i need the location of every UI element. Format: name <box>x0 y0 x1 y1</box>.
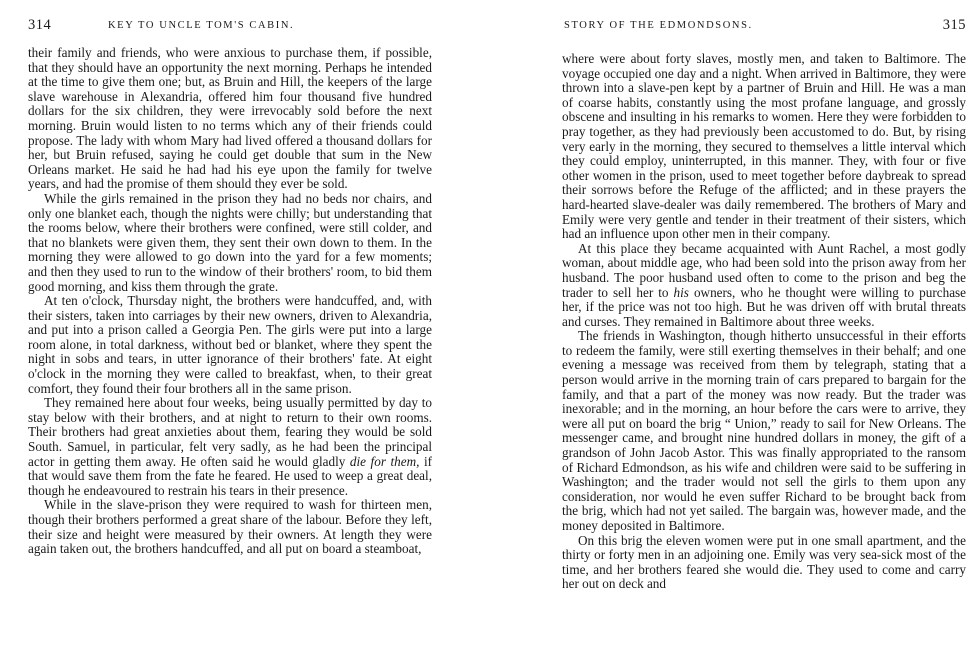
paragraph: The friends in Washington, though hitherto unsuccessful in their efforts to redeem the family, were still exerting themselves in their behalf; and one evening a message was received from them by telegraph, stating that a person would arrive in the morning train of cars prepared to bargain for the family, and that a part of the money was now ready. But the trader was inexorable; and in the morning, an hour before the cars were to arrive, they were all put on board the brig “ Union,” ready to sail for New Orleans. The messenger came, and brought nine hundred dollars in money, the gift of a grandson of John Jacob Astor. This was finally appropriated to the ransom of Richard Edmondson, as his wife and children were said to be suffering in Washington; and the trader would not sell the girls to them upon any consideration, nor would he even suffer Richard to be brought back from the brig, which had not yet sailed. The bargain was, however made, and the money deposited in Baltimore. <box>562 328 966 533</box>
left-page-number: 314 <box>28 17 52 33</box>
right-running-head <box>562 17 966 38</box>
left-running-head <box>28 17 432 38</box>
paragraph-text: if that would save them from the fate he feared. He used to weep a great deal, though he endeavoured to restrain his tears in their presence. <box>28 453 432 498</box>
left-running-title: KEY TO UNCLE TOM'S CABIN. <box>108 20 295 31</box>
paragraph-text: They remained here about four weeks, being usually permitted by day to stay below with their brothers, and at night to return to their own rooms. Their brothers had great anxieties about them, fearing they would be sold South. Samuel, in particular, felt very sadly, as he had been the principal actor in getting them away. He often said he would gladly <box>28 395 432 469</box>
paragraph: On this brig the eleven women were put in one small apartment, and the thirty or forty men in an adjoining one. Emily was very sea-sick most of the time, and her brothers feared she would die. They used to come and carry her out on deck and <box>562 532 966 592</box>
paragraph: their family and friends, who were anxious to purchase them, if possible, that they should have an opportunity the next morning. Perhaps he intended at the time to give them one; but, as Bruin and Hill, the keepers of the large slave warehouse in Alexandria, offered him four thousand five hundred dollars for the six children, they were irrevocably sold before the next morning. Bruin would listen to no terms which any of their friends could propose. The lady with whom Mary had lived offered a thousand dollars for her, but Bruin refused, saying he could get double that sum in the New Orleans market. He said he had had his eye upon the family for twelve years, and had the promise of them should they ever be sold. <box>28 45 432 192</box>
paragraph-text: At this place they became acquainted with Aunt Rachel, a most godly woman, about middle age, who had been sold into the prison away from her husband. The poor husband used often to come to the prison and beg the trader to sell her to <box>562 240 966 300</box>
paragraph <box>562 242 966 330</box>
right-page <box>562 0 966 667</box>
paragraph-text: owners, who he thought were willing to purchase her, if the price was not too high. But he was driven off with brutal threats and curses. They remained in Baltimore about three weeks. <box>562 284 966 329</box>
left-body-text <box>28 46 432 557</box>
emphasis-text: his <box>673 284 689 300</box>
right-page-number: 315 <box>942 17 966 33</box>
paragraph: While the girls remained in the prison they had no beds nor chairs, and only one blanket each, though the nights were chilly; but understanding that the rooms below, where their brothers were confined, were still colder, and that no blankets were given them, they sent their own down to them. In the morning they were allowed to go down into the yard for a few moments; and then they used to run to the window of their brothers' room, to bid them good morning, and kiss them through the grate. <box>28 190 432 294</box>
emphasis-text: die for them, <box>349 453 420 469</box>
paragraph <box>28 396 432 498</box>
paragraph: While in the slave-prison they were required to wash for thirteen men, though their brothers performed a great share of the labour. Before they left, their size and height were measured by their owners. At length they were again taken out, the brothers handcuffed, and all put on board a steamboat, <box>28 497 432 557</box>
right-body-text <box>562 52 966 592</box>
paragraph: At ten o'clock, Thursday night, the brothers were handcuffed, and, with their sisters, taken into carriages by their new owners, driven to Alexandria, and put into a prison called a Georgia Pen. The girls were put into a large room alone, in total darkness, without bed or blanket, where they spent the night in sobs and tears, in utter ignorance of their brothers' fate. At eight o'clock in the morning they were called to breakfast, when, to their great comfort, they found their four brothers all in the same prison. <box>28 293 432 396</box>
right-running-title: STORY OF THE EDMONDSONS. <box>564 20 753 31</box>
paragraph: where were about forty slaves, mostly men, and taken to Baltimore. The voyage occupied one day and a night. When arrived in Baltimore, they were thrown into a slave-pen kept by a partner of Bruin and Hill. He was a man of coarse habits, constantly using the most profane language, and grossly obscene and insulting in his remarks to women. Here they were forbidden to pray together, as they had previously been accustomed to do. But, by rising very early in the morning, they secured to themselves a little interval which they could employ, uninterrupted, in this manner. They, with four or five other women in the prison, used to meet together before daybreak to spread their sorrows before the Refuge of the afflicted; and in these prayers the hard-hearted slave-dealer was daily remembered. The brothers of Mary and Emily were very gentle and tender in their treatment of their sisters, which had an influence upon other men in their company. <box>562 51 966 242</box>
left-page <box>28 0 432 667</box>
